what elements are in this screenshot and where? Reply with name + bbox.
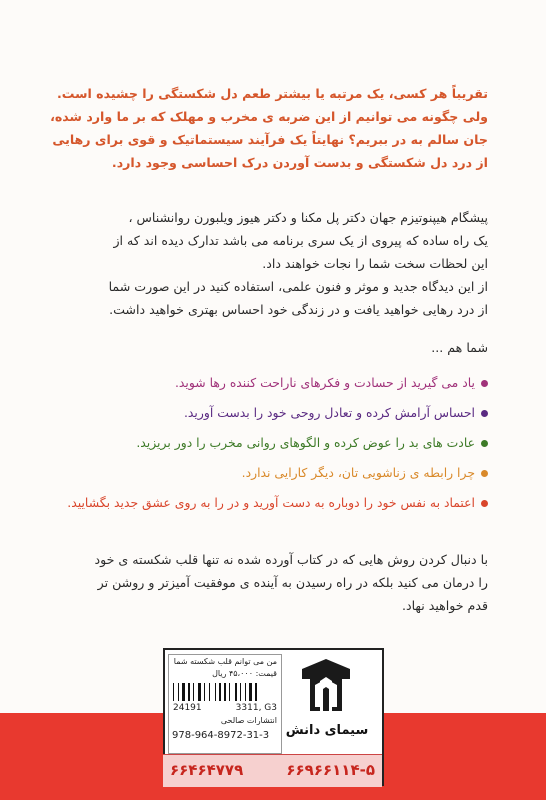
label-code-left: 24191 (173, 703, 202, 713)
body-paragraph (48, 206, 488, 321)
body-line: یک راه ساده که پیروی از یک سری برنامه می باشد تدارک دیده اند که از (113, 233, 488, 248)
bullet-item (48, 462, 488, 484)
label-codes (173, 703, 277, 713)
intro-line: تقریباً هر کسی، یک مرتبه یا بیشتر طعم دل شکستگی را چشیده است. (56, 86, 488, 101)
label-code-right: 3311, G3 (235, 703, 277, 713)
bullet-dot-icon (481, 440, 488, 447)
bullet-dot-icon (481, 410, 488, 417)
intro-line: جان سالم به در ببریم؟ نهایتاً یک فرآیند سیستماتیک و قوی برای رهایی (52, 132, 488, 147)
bullet-text: احساس آرامش کرده و تعادل روحی خود را بدست آورید. (183, 405, 475, 420)
label-title: من می توانم قلب شکسته شما (173, 657, 277, 666)
phone-number: ۶۶۹۶۶۱۱۴-۵ (286, 761, 375, 779)
bullet-item (48, 432, 488, 454)
shoma-ham-heading: شما هم ... (431, 340, 488, 355)
bullet-dot-icon (481, 500, 488, 507)
bullet-item (48, 492, 488, 514)
bullet-text: عادت های بد را عوض کرده و الگوهای روانی مخرب را دور بریزید. (136, 435, 475, 450)
label-price: قیمت: ۴۵،۰۰۰ ریال (212, 669, 277, 678)
body-line: این لحظات سخت شما را نجات خواهند داد. (262, 256, 488, 271)
bullet-text: یاد می گیرید از حسادت و فکرهای ناراحت کننده رها شوید. (174, 375, 475, 390)
closing-line: را درمان می کنید بلکه در راه رسیدن به آینده ی موفقیت آمیزتر و روشن تر (97, 575, 488, 590)
intro-paragraph (48, 82, 488, 174)
bullet-dot-icon (481, 470, 488, 477)
phone-number: ۶۶۴۶۴۷۷۹ (170, 761, 244, 779)
phone-numbers (170, 757, 375, 783)
body-line: از این دیدگاه جدید و موثر و فنون علمی، استفاده کنید در این صورت شما (108, 279, 488, 294)
closing-line: قدم خواهید نهاد. (401, 598, 488, 613)
publisher-name: سیمای دانش (285, 723, 369, 738)
isbn: 978-964-8972-31-3 (172, 730, 270, 741)
bullet-text: اعتماد به نفس خود را دوباره به دست آورید و در را به روی عشق جدید بگشایید. (67, 495, 475, 510)
closing-paragraph (48, 548, 488, 617)
intro-line: از درد دل شکستگی و بدست آوردن درک احساسی وجود دارد. (111, 155, 488, 170)
bullet-text: چرا رابطه ی زناشویی تان، دیگر کارایی ندارد. (241, 465, 475, 480)
bullet-item (48, 402, 488, 424)
closing-line: با دنبال کردن روش هایی که در کتاب آورده شده نه تنها قلب شکسته ی خود (94, 552, 488, 567)
bullet-dot-icon (481, 380, 488, 387)
bullet-list (48, 372, 488, 522)
bullet-item (48, 372, 488, 394)
body-line: از درد رهایی خواهید یافت و در زندگی خود احساس بهتری خواهید داشت. (109, 302, 488, 317)
barcode-icon (173, 683, 277, 701)
body-line: پیشگام هیپنوتیزم جهان دکتر پل مکنا و دکتر هیوز ویلبورن روانشناس ، (128, 210, 488, 225)
label-publisher: انتشارات صالحی (220, 716, 277, 725)
publisher-logo (296, 655, 356, 715)
intro-line: ولی چگونه می توانیم از این ضربه ی مخرب و مهلک که بر ما وارد شده، (50, 109, 488, 124)
